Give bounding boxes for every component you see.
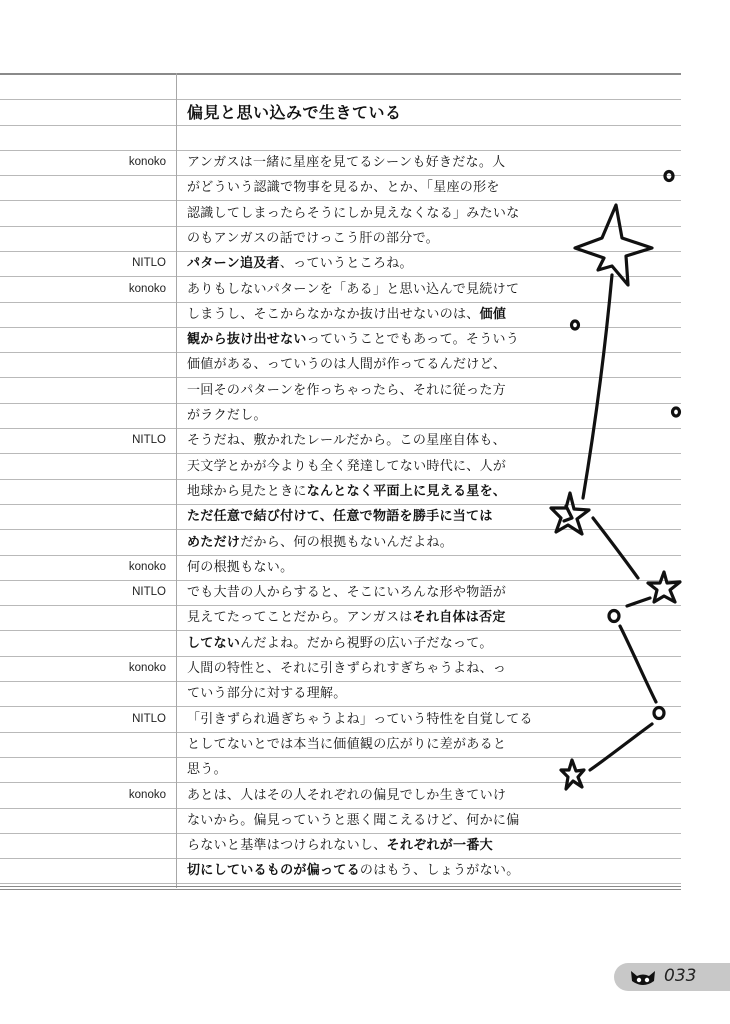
dialogue-line — [187, 685, 527, 702]
body-text: 一回そのパターンを作っちゃったら、それに従った方 — [187, 383, 506, 398]
dialogue-line — [187, 559, 527, 576]
speaker-label: NITLO — [132, 257, 166, 269]
dialogue-line — [187, 837, 527, 854]
dialogue-line — [187, 281, 527, 298]
body-text: 人間の特性と、それに引きずられすぎちゃうよね、っ — [187, 661, 507, 676]
dialogue-line — [187, 432, 527, 449]
emphasis-text: めただけ — [187, 535, 241, 550]
circle-node-1 — [609, 611, 619, 622]
body-text: ありもしないパターンを「ある」と思い込んで見続けて — [187, 282, 520, 297]
ruled-line — [0, 125, 681, 126]
body-text: 思う。 — [187, 762, 227, 777]
body-text: ていう部分に対する理解。 — [187, 686, 347, 701]
constellation-line-2 — [593, 518, 638, 578]
ruled-line — [0, 883, 681, 884]
small-star-dot-3 — [673, 408, 680, 416]
dialogue-line — [187, 483, 527, 500]
body-text: がラクだし。 — [187, 408, 267, 423]
body-text: としてないとでは本当に価値観の広がりに差があると — [187, 737, 507, 752]
emphasis-text: パターン追及者 — [187, 256, 280, 271]
cat-face-icon — [628, 967, 658, 989]
speaker-label: konoko — [128, 561, 166, 573]
body-text: しまうし、そこからなかなか抜け出せないのは、 — [187, 307, 480, 322]
body-text: 価値がある、っていうのは人間が作ってるんだけど、 — [187, 357, 507, 372]
top-rule — [0, 73, 681, 75]
dialogue-line — [187, 331, 527, 348]
constellation-illustration — [540, 160, 730, 800]
bottom-rule — [0, 886, 681, 887]
ruled-line — [0, 858, 681, 859]
ruled-line — [0, 833, 681, 834]
body-text: 認識してしまったらそうにしか見えなくなる」みたいな — [187, 206, 520, 221]
body-text: 「引きずられ過ぎちゃうよね」っていう特性を自覚してる — [187, 712, 533, 727]
body-text: ないから。偏見っていうと悪く聞こえるけど、何かに偏 — [187, 813, 520, 828]
dialogue-line — [187, 635, 527, 652]
body-text: そうだね、敷かれたレールだから。この星座自体も、 — [187, 433, 506, 448]
dialogue-line — [187, 255, 527, 272]
body-text: 何の根拠もない。 — [187, 560, 294, 575]
dialogue-line — [187, 862, 527, 879]
speaker-label: konoko — [128, 156, 166, 168]
dialogue-line — [187, 230, 527, 247]
dialogue-line — [187, 382, 527, 399]
speaker-label: NITLO — [132, 434, 166, 446]
body-text: のはもう、しょうがない。 — [359, 863, 520, 878]
dialogue-line — [187, 407, 527, 424]
body-text: 、っていうところね。 — [279, 256, 413, 271]
dialogue-line — [187, 711, 533, 728]
dialogue-line — [187, 458, 527, 475]
page-number: 033 — [664, 966, 697, 986]
speaker-label: konoko — [128, 789, 166, 801]
emphasis-text: してない — [187, 636, 241, 651]
body-text: アンガスは一緒に星座を見てるシーンも好きだな。人 — [187, 155, 506, 170]
dialogue-line — [187, 179, 527, 196]
speaker-label: konoko — [128, 283, 166, 295]
speaker-label: konoko — [128, 662, 166, 674]
dialogue-line — [187, 205, 527, 222]
burst-star — [575, 205, 652, 285]
dialogue-line — [187, 609, 527, 626]
emphasis-text: 価値 — [479, 307, 507, 322]
body-text: 地球から見たときに — [187, 484, 307, 499]
body-text: だから、何の根拠もないんだよね。 — [240, 535, 454, 550]
dialogue-line — [187, 356, 527, 373]
small-star-dot-2 — [572, 321, 579, 329]
star-outline-2 — [648, 572, 680, 602]
circle-node-2 — [654, 708, 664, 719]
dialogue-line — [187, 508, 527, 525]
ruled-line — [0, 150, 681, 151]
dialogue-line — [187, 736, 527, 753]
margin-line — [176, 73, 177, 888]
speaker-label: NITLO — [132, 586, 166, 598]
ruled-line — [0, 808, 681, 809]
dialogue-line — [187, 761, 527, 778]
body-text: 見えてたってことだから。アンガスは — [187, 610, 413, 625]
body-text: っていうことでもあって。そういう — [306, 332, 520, 347]
emphasis-text: なんとなく平面上に見える星を、 — [306, 484, 507, 499]
body-text: でも大昔の人からすると、そこにいろんな形や物語が — [187, 585, 507, 600]
body-text: のもアンガスの話でけっこう肝の部分で。 — [187, 231, 439, 246]
constellation-line-1 — [583, 275, 612, 498]
dialogue-line — [187, 660, 527, 677]
speaker-label: NITLO — [132, 713, 166, 725]
constellation-line-4 — [620, 626, 656, 702]
emphasis-text: それぞれが一番大 — [386, 838, 493, 853]
body-text: あとは、人はその人それぞれの偏見でしか生きていけ — [187, 788, 507, 803]
small-star-dot-1 — [665, 172, 673, 181]
body-text: がどういう認識で物事を見るか、とか、「星座の形を — [187, 180, 500, 195]
dialogue-line — [187, 306, 527, 323]
bottom-rule-double — [0, 889, 681, 890]
constellation-line-5 — [590, 724, 652, 770]
star-outline-3 — [561, 760, 584, 789]
emphasis-text: それ自体は否定 — [412, 610, 506, 625]
dialogue-line — [187, 534, 527, 551]
body-text: んだよね。だから視野の広い子だなって。 — [240, 636, 493, 651]
emphasis-text: 切にしているものが偏ってる — [187, 863, 360, 878]
body-text: 天文学とかが今よりも全く発達してない時代に、人が — [187, 459, 507, 474]
emphasis-text: ただ任意で結び付けて、任意で物語を勝手に当ては — [187, 509, 493, 524]
constellation-line-3 — [627, 598, 650, 606]
emphasis-text: 観から抜け出せない — [187, 332, 307, 347]
section-heading: 偏見と思い込みで生きている — [187, 103, 402, 122]
dialogue-line — [187, 584, 527, 601]
dialogue-line — [187, 787, 527, 804]
body-text: らないと基準はつけられないし、 — [187, 838, 387, 853]
dialogue-line — [187, 812, 527, 829]
dialogue-line — [187, 154, 527, 171]
